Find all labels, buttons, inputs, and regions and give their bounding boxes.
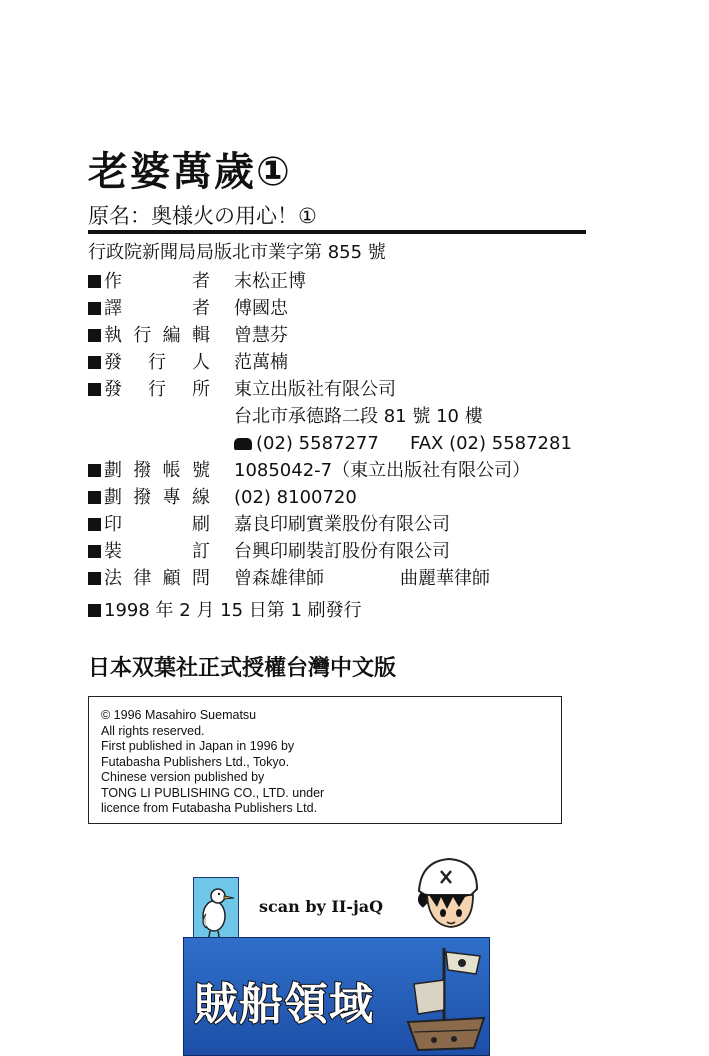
credit-label: 印刷 [104,514,210,535]
publisher-phone: (02) 5587277 [256,433,379,454]
bullet-square [88,329,101,342]
pirate-ship-icon [404,944,486,1052]
logo-text: 賊船領域 [194,979,374,1030]
credit-value: 台興印刷裝訂股份有限公司 [234,541,450,562]
credit-postal-line [88,484,608,511]
credit-legal [88,565,608,592]
publisher-phone-wrap [234,430,379,457]
phone-icon [234,438,252,450]
bullet-square [88,491,101,504]
bullet-square [88,356,101,369]
credit-author [88,268,608,295]
copyright-line: All rights reserved. [101,723,205,738]
credit-label: 發行所 [104,379,210,400]
credit-label: 劃撥專線 [104,487,210,508]
bullet-square [88,545,101,558]
copyright-line: Futabasha Publishers Ltd., Tokyo. [101,754,290,769]
license-number: 行政院新聞局局版北市業字第 855 號 [88,242,386,263]
credit-label: 劃撥帳號 [104,460,210,481]
credit-editor [88,322,608,349]
credit-binder [88,538,608,565]
bullet-square [88,518,101,531]
credit-label: 法律顧問 [104,568,210,589]
original-title: 原名：奥様火の用心！① [88,204,317,228]
character-head-icon [411,855,485,935]
bullet-square [88,275,101,288]
book-title: 老婆萬歲① [88,149,292,195]
credit-publisher [88,376,608,403]
credit-printer [88,511,608,538]
credit-value: 嘉良印刷實業股份有限公司 [234,514,450,535]
copyright-line: © 1996 Masahiro Suematsu [101,708,257,722]
scan-credit: scan by II-jaQ [259,897,384,916]
credit-value: 曾森雄律師 [234,568,324,589]
publisher-address-row [88,403,608,430]
title-divider [88,230,586,234]
seagull-icon [193,877,239,945]
copyright-line: licence from Futabasha Publishers Ltd. [101,801,318,815]
bullet-square [88,604,101,617]
credit-label: 執行編輯 [104,325,210,346]
credit-label: 作者 [104,271,210,292]
credit-value: 東立出版社有限公司 [234,379,396,400]
credits-block [88,268,608,592]
credit-postal-account [88,457,608,484]
first-edition-date: 1998 年 2 月 15 日第 1 刷發行 [104,600,362,621]
credit-value: 傅國忠 [234,298,288,319]
credit-value: 范萬楠 [234,352,288,373]
credit-value: (02) 8100720 [234,487,357,508]
copyright-line: Chinese version published by [101,770,265,784]
scanlation-logo [183,855,490,1056]
publisher-fax: FAX (02) 5587281 [410,433,572,454]
bullet-square [88,383,101,396]
credit-value: 1085042-7（東立出版社有限公司） [234,460,531,481]
bullet-square [88,572,101,585]
credit-value: 末松正博 [234,271,306,292]
credit-publisher-person [88,349,608,376]
authorization-notice: 日本双葉社正式授權台灣中文版 [88,656,397,681]
bullet-square [88,302,101,315]
copyright-line: First published in Japan in 1996 by [101,739,295,753]
publisher-address: 台北市承德路二段 81 號 10 樓 [234,406,483,427]
credit-label: 發行人 [104,352,210,373]
copyright-line: TONG LI PUBLISHING CO., LTD. under [101,785,325,800]
copyright-box [88,696,562,824]
publisher-contact-row [88,430,608,457]
credit-label: 裝訂 [104,541,210,562]
bullet-square [88,464,101,477]
credit-value: 曾慧芬 [234,325,288,346]
credit-translator [88,295,608,322]
credit-value-2: 曲麗華律師 [400,568,490,589]
logo-banner [183,937,490,1056]
credit-label: 譯者 [104,298,210,319]
